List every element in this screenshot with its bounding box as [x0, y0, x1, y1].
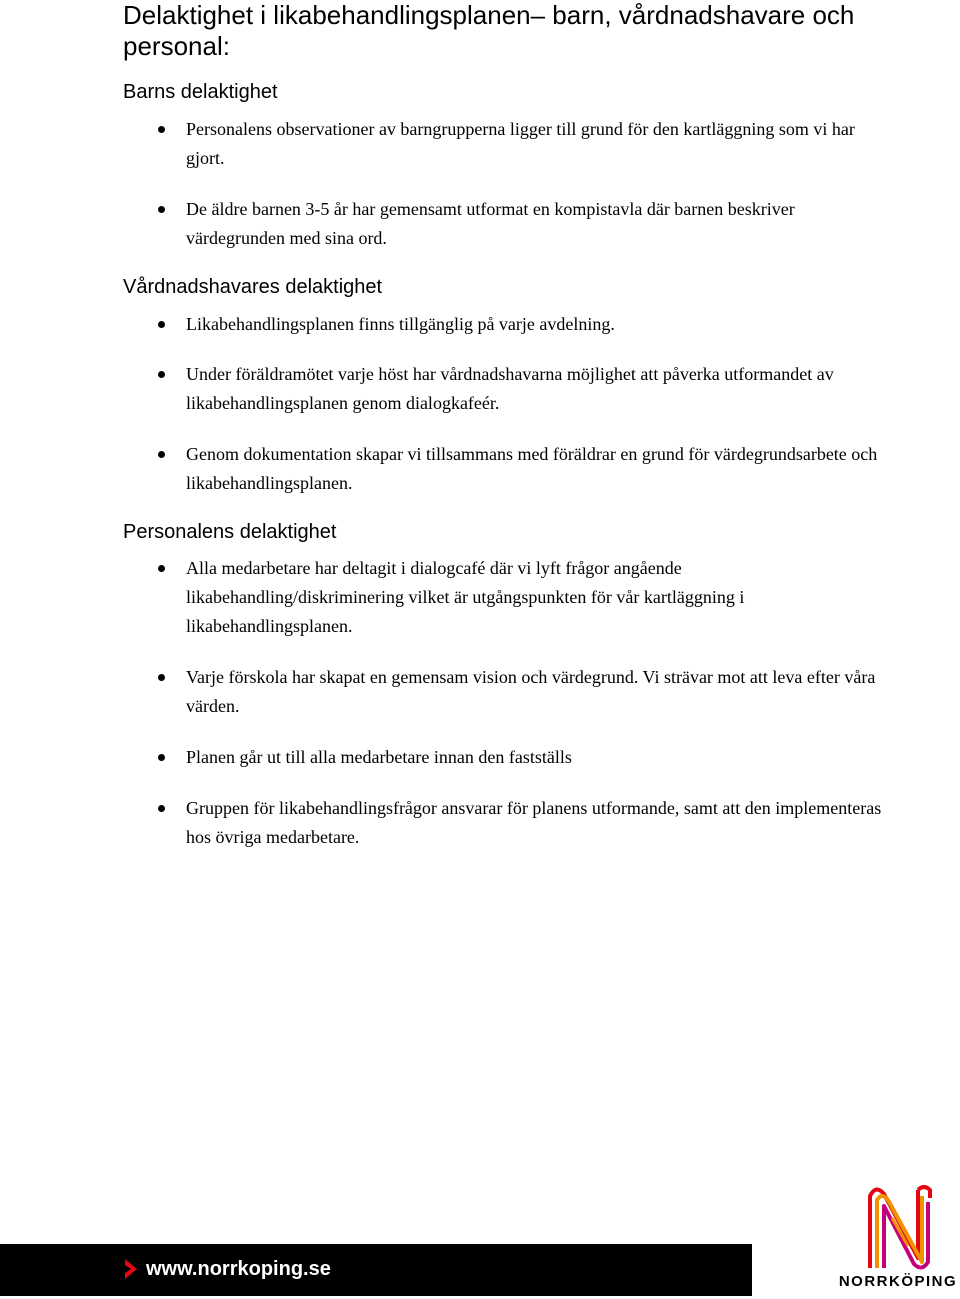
list-item: Alla medarbetare har deltagit i dialogcafé där vi lyft frågor angående likabehandling/diskriminering vilket är utgångspunkten för vår kartläggning i likabehandlingsplanen.	[186, 554, 886, 641]
list-item: De äldre barnen 3-5 år har gemensamt utformat en kompistavla där barnen beskriver värdegrunden med sina ord.	[186, 195, 886, 253]
list-item: Gruppen för likabehandlingsfrågor ansvarar för planens utformande, samt att den implementeras hos övriga medarbetare.	[186, 794, 886, 852]
list-item: Personalens observationer av barngrupperna ligger till grund för den kartläggning som vi har gjort.	[186, 115, 886, 173]
bullet-icon	[158, 674, 165, 681]
list-item: Varje förskola har skapat en gemensam vision och värdegrund. Vi strävar mot att leva efter våra värden.	[186, 663, 886, 721]
section-heading-barn: Barns delaktighet	[123, 81, 278, 103]
bullet-icon	[158, 754, 165, 761]
list-item: Planen går ut till alla medarbetare innan den fastställs	[186, 743, 886, 772]
norrkoping-logo-mark-icon	[864, 1182, 936, 1270]
bullet-icon	[158, 126, 165, 133]
section-heading-personal: Personalens delaktighet	[123, 521, 337, 543]
red-arrow-icon	[122, 1257, 140, 1281]
bullet-icon	[158, 206, 165, 213]
list-item: Under föräldramötet varje höst har vårdnadshavarna möjlighet att påverka utformandet av likabehandlingsplanen genom dialogkafeér.	[186, 360, 886, 418]
bullet-icon	[158, 805, 165, 812]
list-item: Likabehandlingsplanen finns tillgänglig på varje avdelning.	[186, 310, 886, 339]
bullet-icon	[158, 451, 165, 458]
page-title: Delaktighet i likabehandlingsplanen– barn, vårdnadshavare och personal:	[123, 0, 855, 61]
logo-text: NORRKÖPING	[838, 1273, 958, 1290]
section-heading-vardnadshavare: Vårdnadshavares delaktighet	[123, 276, 383, 298]
bullet-icon	[158, 565, 165, 572]
list-item: Genom dokumentation skapar vi tillsammans med föräldrar en grund för värdegrundsarbete och likabehandlingsplanen.	[186, 440, 886, 498]
footer-url-link[interactable]: www.norrkoping.se	[146, 1258, 331, 1280]
bullet-icon	[158, 321, 165, 328]
footer-bar	[0, 1244, 752, 1296]
bullet-icon	[158, 371, 165, 378]
norrkoping-logo	[836, 1182, 960, 1299]
